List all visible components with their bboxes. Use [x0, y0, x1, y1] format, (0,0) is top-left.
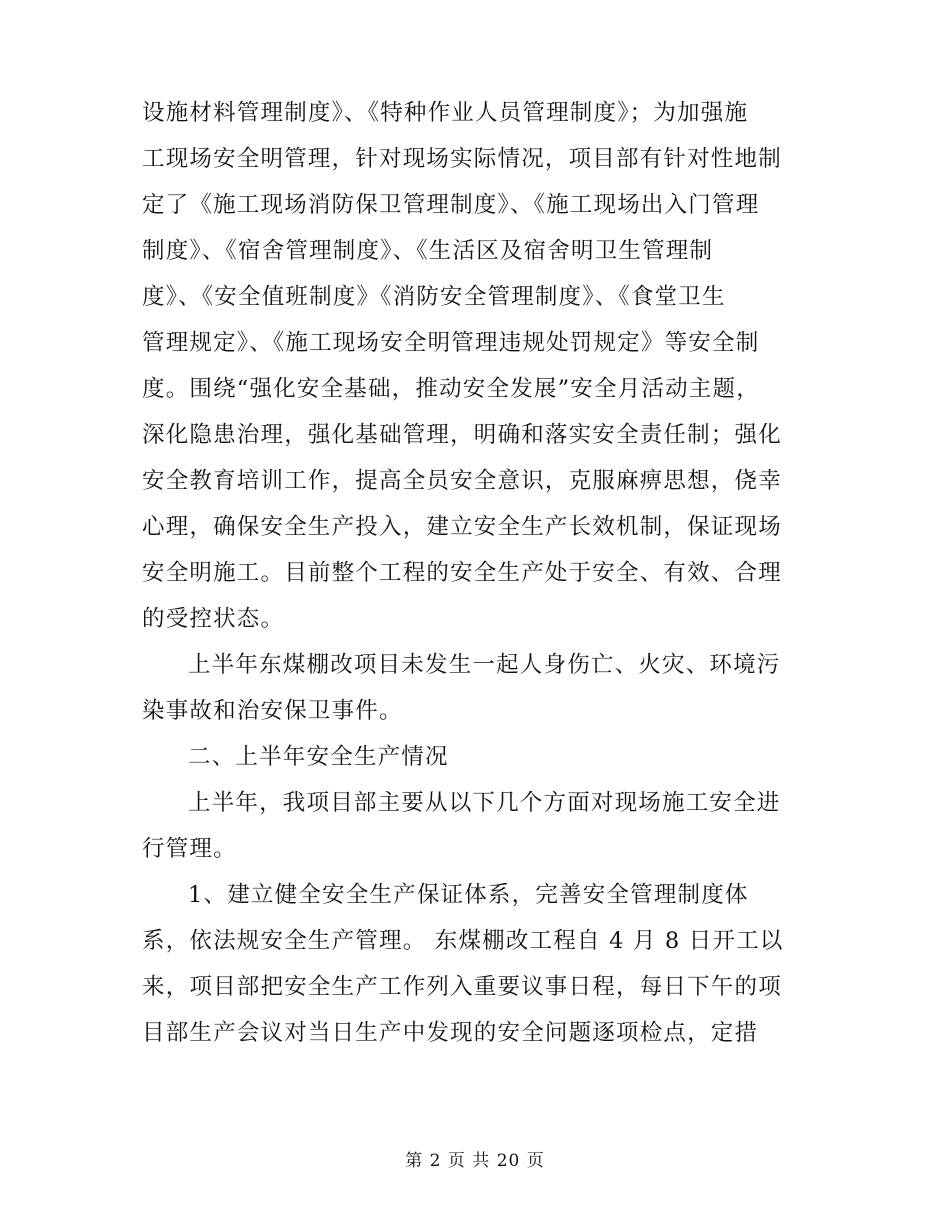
text-line: 心理，确保安全生产投入，建立安全生产长效机制，保证现场 — [142, 514, 782, 540]
text-line: 目部生产会议对当日生产中发现的安全问题逐项检点，定措 — [142, 1020, 759, 1046]
text-line: 度》、《安全值班制度》《消防安全管理制度》、《食堂卫生 — [142, 284, 726, 310]
paragraph-first-line: 1、建立健全安全生产保证体系，完善安全管理制度体 — [188, 882, 749, 908]
text-line: 来，项目部把安全生产工作列入重要议事日程，每日下午的项 — [142, 974, 782, 1000]
section-heading: 二、上半年安全生产情况 — [188, 744, 449, 770]
paragraph-first-line: 上半年东煤棚改项目未发生一起人身伤亡、火灾、环境污 — [188, 652, 781, 678]
text-line: 安全明施工。目前整个工程的安全生产处于安全、有效、合理 — [142, 560, 782, 586]
page-number-footer: 第 2 页 共 20 页 — [405, 1151, 545, 1171]
text-line: 安全教育培训工作，提高全员安全意识，克服麻痹思想，侥幸 — [142, 468, 782, 494]
paragraph-first-line: 上半年，我项目部主要从以下几个方面对现场施工安全进 — [188, 790, 781, 816]
text-line: 行管理。 — [142, 836, 237, 862]
text-line: 管理规定》、《施工现场安全明管理违规处罚规定》等安全制 — [142, 330, 760, 356]
text-line: 染事故和治安保卫事件。 — [142, 698, 403, 724]
text-line: 的受控状态。 — [142, 606, 285, 632]
text-line: 度。围绕“强化安全基础，推动安全发展”安全月活动主题， — [142, 376, 760, 402]
text-line: 系，依法规安全生产管理。 东煤棚改工程自 4 月 8 日开工以 — [142, 928, 784, 954]
text-line: 深化隐患治理，强化基础管理，明确和落实安全责任制；强化 — [142, 422, 782, 448]
text-line: 定了《施工现场消防保卫管理制度》、《施工现场出入门管理 — [142, 192, 760, 218]
text-line: 制度》、《宿舍管理制度》、《生活区及宿舍明卫生管理制 — [142, 238, 714, 264]
text-line: 工现场安全明管理，针对现场实际情况，项目部有针对性地制 — [142, 146, 782, 172]
text-line: 设施材料管理制度》、《特种作业人员管理制度》；为加强施 — [142, 100, 749, 126]
